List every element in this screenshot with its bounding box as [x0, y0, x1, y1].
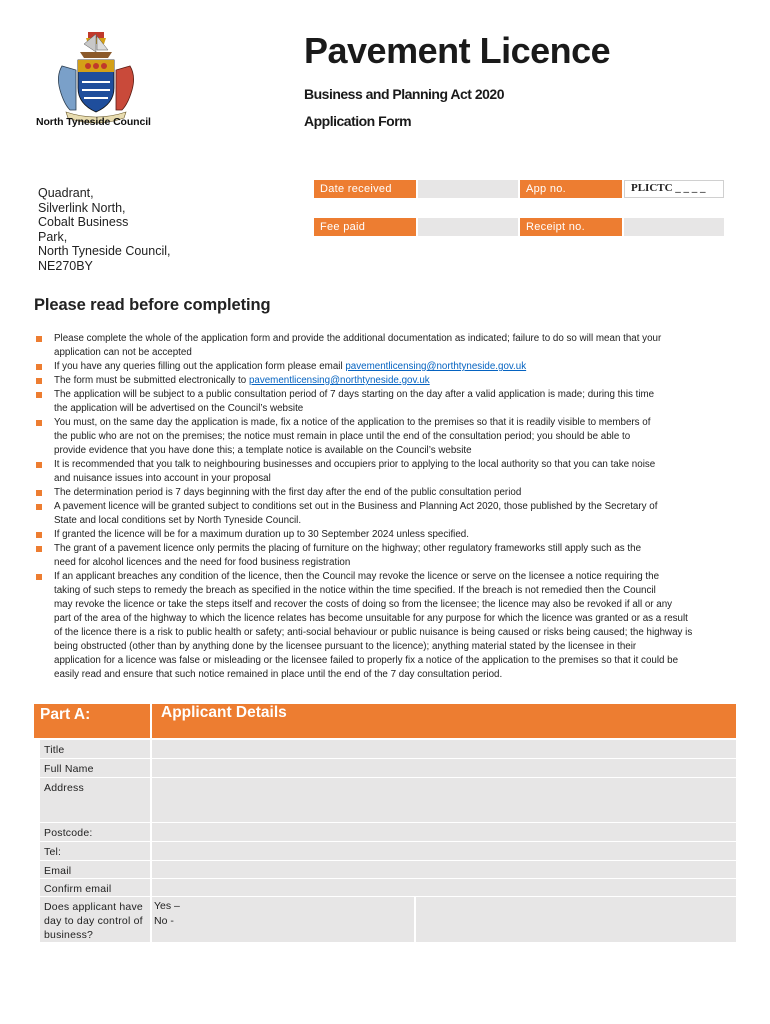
- tel-label: Tel:: [40, 842, 150, 860]
- address-line: Quadrant,: [38, 186, 94, 200]
- address-line: Park,: [38, 229, 68, 244]
- full-name-label: Full Name: [40, 759, 150, 777]
- address-line: North Tyneside Council,: [38, 244, 171, 258]
- list-item-text: Please complete the whole of the application form and provide the additional documentation as indicated; failure to do so will mean that your: [54, 333, 662, 344]
- council-name: North Tyneside Council: [36, 116, 151, 128]
- email-input[interactable]: [152, 861, 736, 878]
- tel-input[interactable]: [152, 842, 736, 860]
- fee-paid-label: Fee paid: [314, 218, 416, 236]
- receipt-no-field[interactable]: [624, 218, 724, 236]
- list-item-text: part of the area of the highway to which the licence relates has become unsuitable for any purpose for which the licence was granted or as a result: [54, 613, 688, 624]
- fee-paid-field[interactable]: [418, 218, 518, 236]
- list-item-text: You must, on the same day the application is made, fix a notice of the application to the premises so that it is readily visible to members of: [54, 417, 651, 428]
- list-item-text: of the licence there is a risk to public health or safety; anti-social behaviour or public nuisance is being caused or risks being caused; the highway is: [54, 627, 693, 638]
- part-a-divider: [150, 704, 152, 738]
- page-title: Pavement Licence: [304, 30, 611, 71]
- yes-option[interactable]: Yes –: [154, 900, 180, 912]
- date-received-label: Date received: [314, 180, 416, 198]
- council-crest-logo: [36, 30, 156, 130]
- bullet-marker: [36, 532, 42, 538]
- address-line: NE270BY: [38, 258, 93, 273]
- email-link[interactable]: pavementlicensing@northtyneside.gov.uk: [248, 375, 430, 386]
- bullet-marker: [36, 504, 42, 510]
- part-a-label: Part A:: [40, 706, 91, 723]
- label-line: day to day control of: [44, 915, 143, 927]
- postcode-input[interactable]: [152, 823, 736, 841]
- confirm-email-input[interactable]: [152, 879, 736, 896]
- list-item-text: application for a licence was false or misleading or the licensee failed to properly fix a notice of the application to the premises so that it could be: [54, 655, 679, 666]
- list-item-text: If an applicant breaches any condition of the licence, then the Council may revoke the licence or serve on the licensee a notice requiring the: [54, 571, 660, 582]
- list-item-text: State and local conditions set by North Tyneside Council.: [54, 515, 302, 526]
- bullet-marker: [36, 420, 42, 426]
- address-label: Address: [40, 778, 150, 822]
- list-item-text: If you have any queries filling out the application form please email: [54, 361, 346, 372]
- bullet-marker: [36, 462, 42, 468]
- part-a-header-bar: [34, 704, 736, 738]
- label-line: Does applicant have: [44, 901, 143, 913]
- label-line: business?: [44, 929, 94, 941]
- list-item: [36, 528, 728, 542]
- confirm-email-label: Confirm email: [40, 879, 150, 896]
- email-label: Email: [40, 861, 150, 878]
- email-link[interactable]: pavementlicensing@northtyneside.gov.uk: [345, 361, 527, 372]
- address-line: Silverlink North,: [38, 200, 126, 215]
- part-a-title: Applicant Details: [161, 704, 287, 721]
- list-item-text: being obstructed (other than by anything done by the licensee pursuant to the licence); anything material stated by the licensee in their: [54, 641, 637, 652]
- list-item-text: may revoke the licence or take the steps itself and recover the costs of doing so from the licensee; the licence may also be revoked if all or any: [54, 599, 673, 610]
- address-input[interactable]: [152, 778, 736, 822]
- page-subtitle: Business and Planning Act 2020: [304, 86, 504, 102]
- list-item: [36, 542, 728, 570]
- list-item: [36, 374, 728, 388]
- list-item-text: The form must be submitted electronically to: [54, 375, 249, 386]
- bullet-marker: [36, 392, 42, 398]
- list-item: [36, 360, 728, 374]
- list-item: [36, 416, 728, 458]
- list-item-text: and nuisance issues into account in your proposal: [54, 473, 271, 484]
- bullet-marker: [36, 378, 42, 384]
- list-item-text: provide evidence that you have done this; a template notice is available on the Council’s website: [54, 445, 472, 456]
- list-item: [36, 332, 728, 360]
- postcode-label: Postcode:: [40, 823, 150, 841]
- bullet-marker: [36, 336, 42, 342]
- day-control-label: [40, 897, 150, 942]
- receipt-no-label: Receipt no.: [520, 218, 622, 236]
- section-heading: Please read before completing: [34, 296, 271, 314]
- bullet-marker: [36, 574, 42, 580]
- address-line: Cobalt Business: [38, 215, 129, 229]
- list-item-text: application can not be accepted: [54, 347, 192, 358]
- list-item-text: need for alcohol licences and the need for food business registration: [54, 557, 351, 568]
- bullet-marker: [36, 490, 42, 496]
- title-label: Title: [40, 740, 150, 758]
- no-option[interactable]: No -: [154, 915, 174, 927]
- list-item-text: easily read and ensure that such notice remained in place until the end of the 7 day consultation period.: [54, 669, 503, 680]
- bullet-marker: [36, 546, 42, 552]
- list-item-text: The grant of a pavement licence only permits the placing of furniture on the highway; other regulatory frameworks still apply such as the: [54, 543, 642, 554]
- day-control-details-input[interactable]: [416, 897, 736, 942]
- form-label: Application Form: [304, 113, 412, 129]
- list-item: [36, 388, 728, 416]
- bullet-marker: [36, 364, 42, 370]
- list-item-text: The application will be subject to a public consultation period of 7 days starting on the day after a valid application is made; during this time: [54, 389, 655, 400]
- full-name-input[interactable]: [152, 759, 736, 777]
- list-item-text: It is recommended that you talk to neighbouring businesses and occupiers prior to applying to the local authority so that you can take noise: [54, 459, 656, 470]
- list-item: [36, 500, 728, 528]
- list-item: [36, 486, 728, 500]
- day-control-options: [152, 897, 414, 942]
- list-item-text: the public who are not on the premises; the notice must remain in place until the end of the consultation period; you should be able to: [54, 431, 631, 442]
- date-received-field[interactable]: [418, 180, 518, 198]
- instructions-list: [36, 332, 728, 682]
- list-item: [36, 570, 728, 682]
- title-input[interactable]: [152, 740, 736, 758]
- council-address: [38, 186, 170, 273]
- app-no-label: App no.: [520, 180, 622, 198]
- list-item-text: If granted the licence will be for a maximum duration up to 30 September 2024 unless specified.: [54, 529, 469, 540]
- list-item-text: A pavement licence will be granted subject to conditions set out in the Business and Planning Act 2020, those published by the Secretary of: [54, 501, 658, 512]
- list-item-text: the application will be advertised on the Council’s website: [54, 403, 304, 414]
- list-item-text: taking of such steps to remedy the breach as specified in the notice within the time specified. If the breach is not remedied then the Council: [54, 585, 656, 596]
- list-item: [36, 458, 728, 486]
- list-item-text: The determination period is 7 days beginning with the first day after the end of the public consultation period: [54, 487, 522, 498]
- app-no-field[interactable]: PLICTC _ _ _ _: [624, 180, 724, 198]
